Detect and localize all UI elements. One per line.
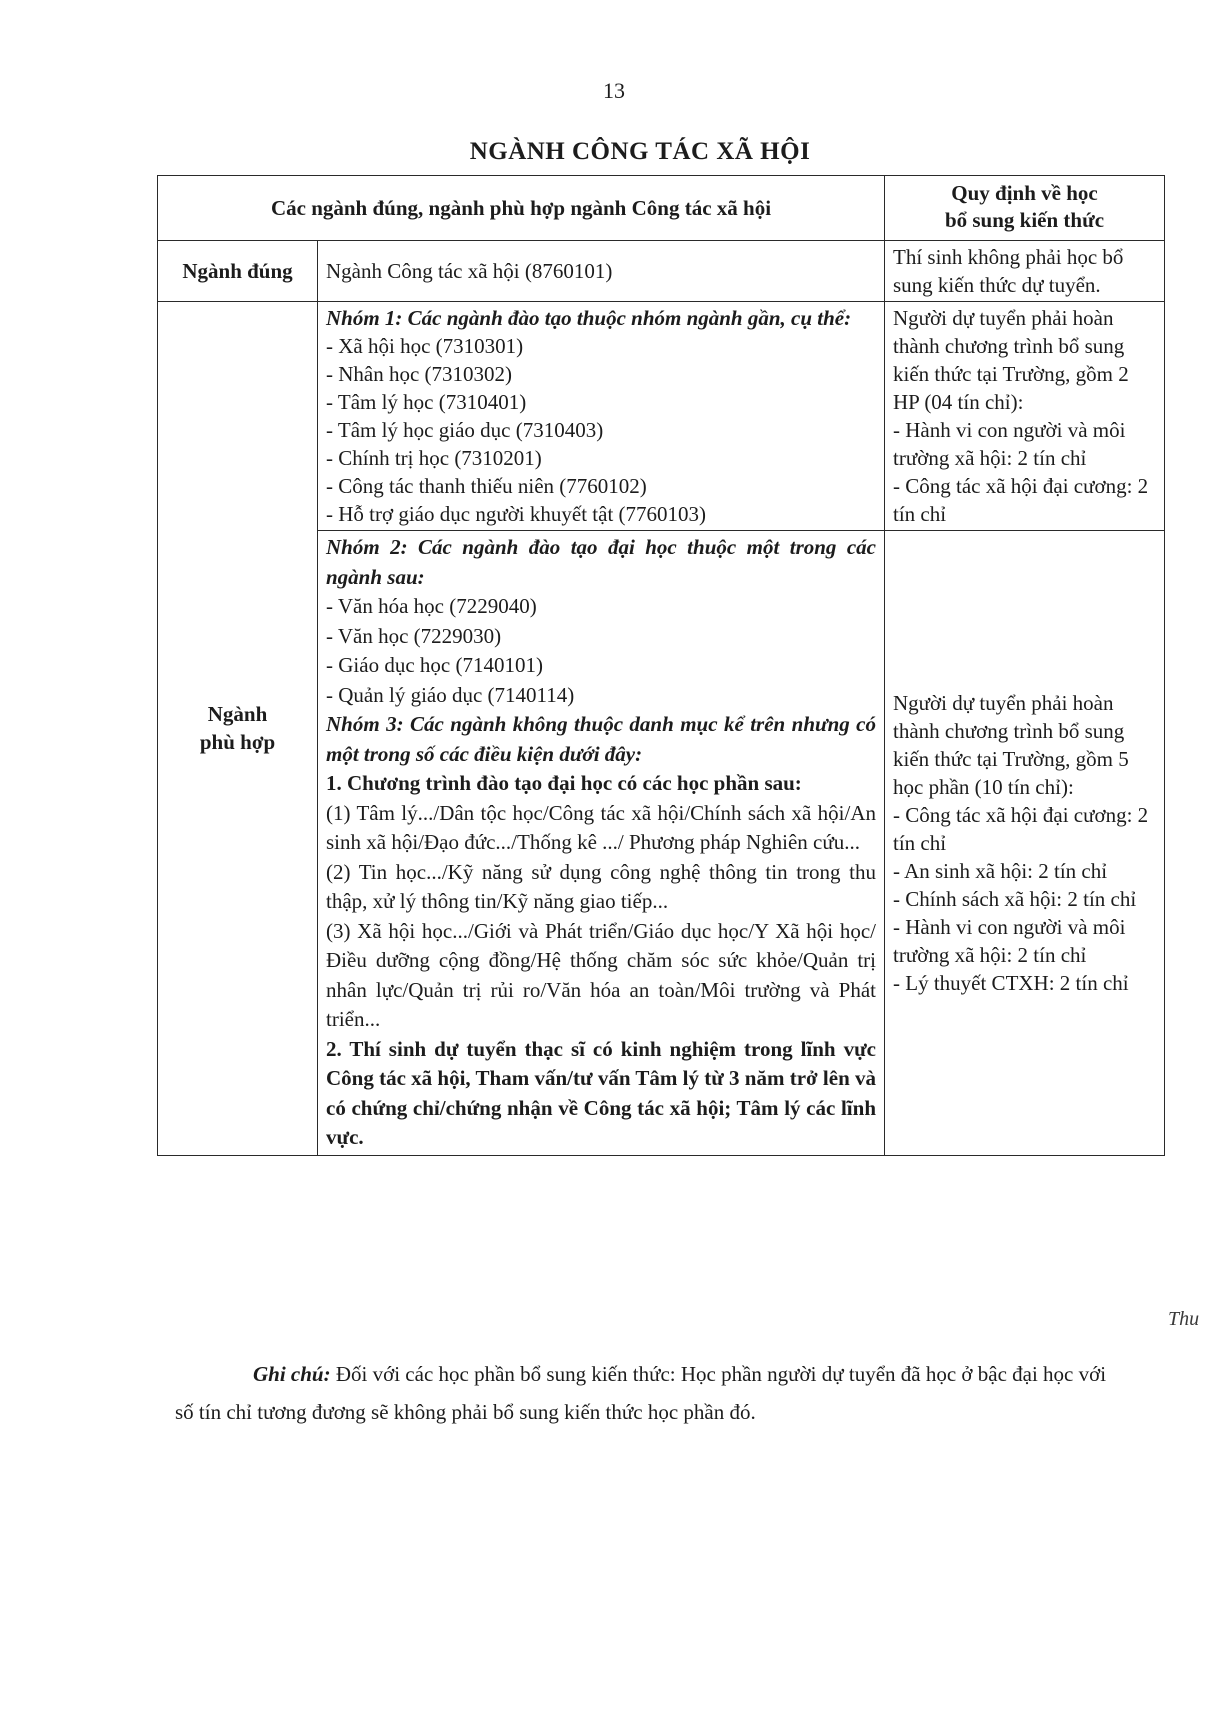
footnote-paragraph <box>175 1355 1115 1431</box>
header-requirement-line2: bổ sung kiến thức <box>944 208 1105 232</box>
list-item: - Xã hội học (7310301) <box>326 334 524 358</box>
requirements-table <box>157 175 1165 1156</box>
condition1-heading: 1. Chương trình đào tạo đại học có các học phần sau: <box>326 771 802 795</box>
header-requirement <box>885 176 1165 241</box>
requirement-line: Người dự tuyển phải hoàn thành chương trình bổ sung kiến thức tại Trường, gồm 2 HP (04 tín chỉ): <box>893 306 1129 414</box>
row-label-suitable-line2: phù hợp <box>199 730 276 755</box>
requirement-line: - Lý thuyết CTXH: 2 tín chỉ <box>893 970 1129 995</box>
group1-cell <box>318 302 885 531</box>
header-requirement-line1: Quy định về học <box>951 181 1098 205</box>
list-item: - Giáo dục học (7140101) <box>326 653 543 677</box>
requirement-line: Người dự tuyển phải hoàn thành chương trình bổ sung kiến thức tại Trường, gồm 5 học phần (10 tín chỉ): <box>893 690 1129 799</box>
page-title: NGÀNH CÔNG TÁC XÃ HỘI <box>469 138 811 165</box>
group2-3-requirement-cell <box>885 531 1165 1156</box>
list-item: - Văn hóa học (7229040) <box>326 594 537 618</box>
row-label-suitable-line1: Ngành <box>207 702 268 727</box>
exact-requirement-cell: Thí sinh không phải học bổ sung kiến thức dự tuyển. <box>885 241 1165 302</box>
page-number: 13 <box>603 78 625 103</box>
list-item: - Nhân học (7310302) <box>326 362 513 386</box>
list-item: (1) Tâm lý.../Dân tộc học/Công tác xã hội/Chính sách xã hội/An sinh xã hội/Đạo đức.../Thống kê .../ Phương pháp Nghiên cứu... <box>326 800 876 854</box>
list-item: - Công tác thanh thiếu niên (7760102) <box>326 474 647 498</box>
group1-requirement-cell <box>885 302 1165 531</box>
row-label-suitable <box>158 302 318 1156</box>
list-item: - Tâm lý học giáo dục (7310403) <box>326 418 604 442</box>
table-header-row <box>158 176 1165 241</box>
list-item: - Chính trị học (7310201) <box>326 446 542 470</box>
group2-heading: Nhóm 2: Các ngành đào tạo đại học thuộc một trong các ngành sau: <box>326 535 876 589</box>
header-majors: Các ngành đúng, ngành phù hợp ngành Công tác xã hội <box>158 176 885 241</box>
requirement-line: - Chính sách xã hội: 2 tín chỉ <box>893 886 1137 911</box>
footnote <box>175 1355 1115 1431</box>
requirement-line: - Hành vi con người và môi trường xã hội: 2 tín chỉ <box>893 914 1126 967</box>
requirement-line: - Công tác xã hội đại cương: 2 tín chỉ <box>893 802 1149 855</box>
requirement-line: - An sinh xã hội: 2 tín chỉ <box>893 858 1108 883</box>
requirement-line: - Công tác xã hội đại cương: 2 tín chỉ <box>893 474 1149 526</box>
requirement-line: - Hành vi con người và môi trường xã hội: 2 tín chỉ <box>893 418 1126 470</box>
list-item: - Tâm lý học (7310401) <box>326 390 527 414</box>
table-row-exact-major <box>158 241 1165 302</box>
list-item: - Quản lý giáo dục (7140114) <box>326 682 575 707</box>
list-item: (2) Tin học.../Kỹ năng sử dụng công nghệ thông tin trong thu thập, xử lý thông tin/Kỹ năng giao tiếp... <box>326 859 876 913</box>
group2-3-cell <box>318 531 885 1156</box>
list-item: (3) Xã hội học.../Giới và Phát triển/Giáo dục học/Y Xã hội học/Điều dưỡng cộng đồng/Hệ thống chăm sóc sức khỏe/Quản trị nhân lực/Quản trị rủi ro/Văn hóa an toàn/Môi trường và Phát triển... <box>326 918 876 1031</box>
row-label-exact: Ngành đúng <box>158 241 318 302</box>
group3-heading: Nhóm 3: Các ngành không thuộc danh mục kể trên nhưng có một trong số các điều kiện dưới đây: <box>326 712 876 766</box>
group1-heading: Nhóm 1: Các ngành đào tạo thuộc nhóm ngành gần, cụ thể: <box>326 306 852 330</box>
footnote-label: Ghi chú: <box>253 1362 331 1386</box>
condition2: 2. Thí sinh dự tuyển thạc sĩ có kinh nghiệm trong lĩnh vực Công tác xã hội, Tham vấn/tư vấn Tâm lý từ 3 năm trở lên và có chứng chỉ/chứng nhận về Công tác xã hội; Tâm lý các lĩnh vực. <box>326 1036 877 1149</box>
list-item: - Hỗ trợ giáo dục người khuyết tật (7760103) <box>326 502 707 526</box>
footnote-text: Đối với các học phần bổ sung kiến thức: Học phần người dự tuyển đã học ở bậc đại học với số tín chỉ tương đương sẽ không phải bổ sung kiến thức học phần đó. <box>175 1362 1107 1424</box>
table-row-group1 <box>158 302 1165 531</box>
exact-major-cell: Ngành Công tác xã hội (8760101) <box>318 241 885 302</box>
list-item: - Văn học (7229030) <box>326 623 502 648</box>
handwritten-initials: Thu <box>1168 1308 1200 1330</box>
